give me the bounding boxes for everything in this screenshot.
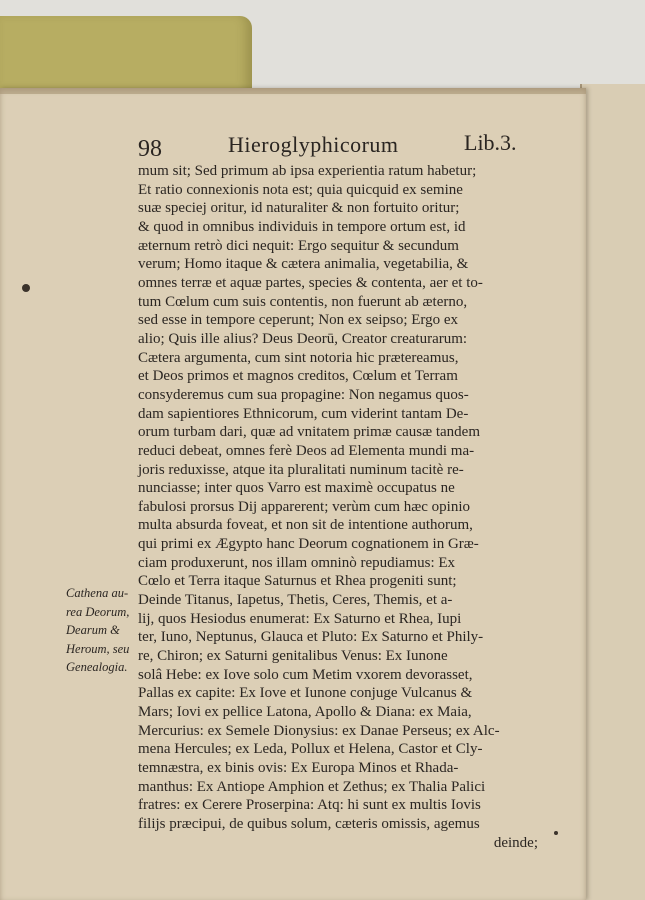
text-line: omnes terræ et aquæ partes, species & contenta, aer et to- — [138, 274, 483, 291]
margin-note-line: Genealogia. — [66, 660, 128, 674]
text-line: Cætera argumenta, cum sint notoria hic prætereamus, — [138, 349, 459, 366]
text-line: tum Cœlum cum suis contentis, non fuerunt ab æterno, — [138, 293, 468, 310]
margin-note-line: Dearum & — [66, 623, 120, 637]
text-line: joris reduxisse, atque ita pluralitati numinum tacitè re- — [138, 461, 464, 478]
text-line: Pallas ex capite: Ex Iove et Iunone conjuge Vulcanus & — [138, 685, 473, 702]
margin-note-line: Heroum, seu — [66, 641, 130, 656]
text-line: re, Chiron; ex Saturni genitalibus Venus: Ex Iunone — [138, 648, 448, 665]
book-label: Lib.3. — [464, 130, 517, 155]
facing-page-edge — [580, 84, 645, 900]
text-line: Mercurius: ex Semele Dionysius: ex Danae Perseus; ex Alc- — [138, 722, 500, 739]
text-line: solâ Hebe: ex Iove solo cum Metim vxorem devorasset, — [138, 666, 473, 683]
text-line: ciam produxerunt, nos illam omninò repudiamus: Ex — [138, 554, 456, 571]
text-line: lij, quos Hesiodus enumerat: Ex Saturno et Rhea, Iupi — [138, 610, 462, 627]
text-line: Deinde Titanus, Iapetus, Thetis, Ceres, Themis, et a- — [138, 592, 453, 609]
main-text — [138, 162, 538, 852]
text-line: et Deos primos et magnos creditos, Cœlum et Terram — [138, 368, 458, 385]
text-line: multa absurda foveat, et non sit de intentione authorum, — [138, 517, 473, 534]
text-line: alio; Quis ille alius? Deus Deorū, Creator creaturarum: — [138, 330, 468, 347]
text-line: fabulosi prorsus Dij apparerent; verùm cum hæc opinio — [138, 498, 471, 515]
margin-note — [66, 584, 146, 677]
text-line: reduci debeat, omnes ferè Deos ad Elementa mundi ma- — [138, 442, 475, 459]
text-line-final: deinde; — [493, 834, 538, 851]
text-line: consyderemus cum sua propagine: Non negamus quos- — [138, 386, 469, 403]
text-line: orum turbam dari, quæ ad vnitatem primæ causæ tandem — [138, 424, 481, 441]
text-line: verum; Homo itaque & cætera animalia, vegetabilia, & — [138, 256, 469, 273]
text-line: & quod in omnibus individuis in tempore ortum est, id — [138, 218, 466, 235]
text-line: temnæstra, ex binis ovis: Ex Europa Minos et Rhada- — [138, 760, 459, 776]
page-number: 98 — [138, 136, 162, 162]
text-line: Et ratio connexionis nota est; quia quicquid ex semine — [138, 181, 463, 198]
margin-note-line: rea Deorum, — [66, 604, 130, 619]
text-line: suæ speciej oritur, id naturaliter & non fortuito oritur; — [138, 200, 460, 217]
sponge-object — [0, 16, 252, 96]
page-top-edge — [0, 88, 586, 94]
text-line: Cœlo et Terra itaque Saturnus et Rhea progeniti sunt; — [138, 573, 457, 590]
text-line: manthus: Ex Antiope Amphion et Zethus; ex Thalia Palici — [138, 778, 486, 795]
text-line: sed esse in tempore ceperunt; Non ex seipso; Ergo ex — [138, 312, 459, 329]
text-line: mena Hercules; ex Leda, Pollux et Helena, Castor et Cly- — [138, 741, 483, 758]
running-title: Hieroglyphicorum — [228, 132, 399, 157]
text-line: nunciasse; inter quos Varro est maximè occupatus ne — [138, 480, 455, 497]
text-line: Mars; Iovi ex pellice Latona, Apollo & Diana: ex Maia, — [138, 704, 472, 721]
margin-note-line: Cathena au- — [66, 586, 129, 600]
text-line: qui primi ex Ægypto hanc Deorum cognationem in Græ- — [138, 536, 479, 553]
ink-spot — [22, 284, 30, 292]
text-line: fratres: ex Cerere Proserpina: Atq: hi sunt ex multis Iovis — [138, 797, 481, 814]
text-line: dam sapientiores Ethnicorum, cum viderint tantam De- — [138, 405, 469, 422]
text-line: æternum retrò dici nequit: Ergo sequitur & secundum — [138, 237, 459, 254]
text-line: ter, Iuno, Neptunus, Glauca et Pluto: Ex Saturno et Phily- — [138, 629, 484, 646]
text-line: mum sit; Sed primum ab ipsa experientia ratum habetur; — [138, 163, 477, 179]
text-line: filijs præcipui, de quibus solum, cæteris omissis, agemus — [138, 815, 480, 832]
ink-spot — [554, 831, 558, 835]
